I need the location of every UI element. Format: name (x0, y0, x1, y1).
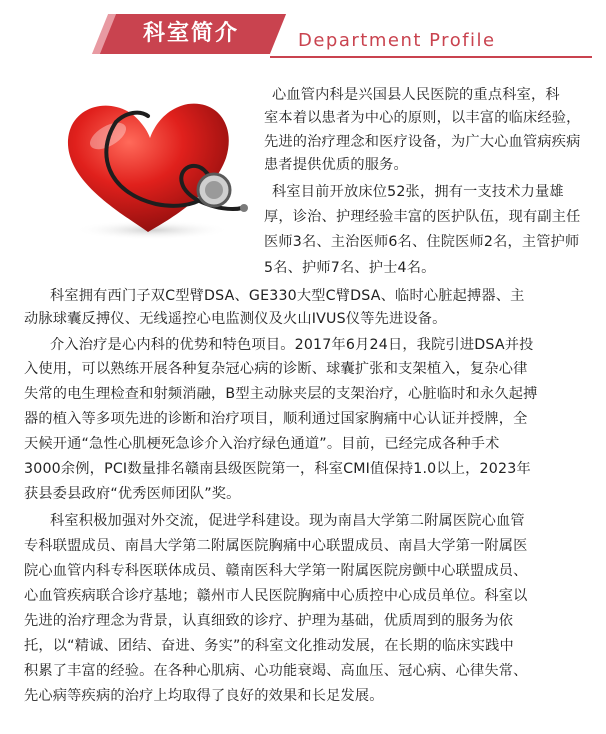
heart-stethoscope-icon (56, 92, 252, 242)
text-line: 心血管疾病联合诊疗基地；赣州市人民医院胸痛中心质控中心成员单位。科室以 (24, 588, 528, 604)
text-line: 托，以“精诚、团结、奋进、务实”的科室文化推动发展，在长期的临床实践中 (24, 638, 514, 654)
text-line: 厚，诊治、护理经验丰富的医护队伍，现有副主任 (264, 209, 581, 225)
text-line: 医师3名、主治医师6名、住院医师2名，主管护师 (264, 234, 580, 250)
text-line: 5名、护师7名、护士4名。 (264, 260, 436, 276)
text-line: 器的植入等多项先进的诊断和治疗项目，顺利通过国家胸痛中心认证并授牌，全 (24, 411, 528, 427)
text-line: 先进的治疗理念和医疗设备，为广大心血管病疾病 (264, 134, 581, 150)
text-line: 先心病等疾病的治疗上均取得了良好的效果和长足发展。 (24, 688, 384, 704)
text-line: 失常的电生理检查和射频消融，B型主动脉夹层的支架治疗，心脏临时和永久起搏 (24, 386, 538, 402)
text-line: 专科联盟成员、南昌大学第二附属医院胸痛中心联盟成员、南昌大学第一附属医 (24, 538, 528, 554)
text-line: 心血管内科是兴国县人民医院的重点科室，科 (272, 87, 560, 103)
page-header (0, 0, 606, 60)
text-line: 入使用，可以熟练开展各种复杂冠心病的诊断、球囊扩张和支架植入，复杂心律 (24, 361, 528, 377)
text-line: 科室拥有西门子双C型臂DSA、GE330大型C臂DSA、临时心脏起搏器、主 (50, 288, 525, 304)
section-subtitle: Department Profile (298, 30, 496, 51)
text-line: 介入治疗是心内科的优势和特色项目。2017年6月24日，我院引进DSA并投 (50, 337, 534, 353)
text-line: 积累了丰富的经验。在各种心肌病、心功能衰竭、高血压、冠心病、心律失常、 (24, 663, 528, 679)
text-line: 院心血管内科专科医联体成员、赣南医科大学第一附属医院房颤中心联盟成员、 (24, 563, 528, 579)
text-line: 科室目前开放床位52张，拥有一支技术力量雄 (272, 184, 564, 200)
text-line: 科室积极加强对外交流，促进学科建设。现为南昌大学第二附属医院心血管 (50, 513, 525, 529)
text-line: 先进的治疗理念为背景，认真细致的诊疗、护理为基础，优质周到的服务为依 (24, 613, 514, 629)
section-title: 科室简介 (143, 21, 240, 46)
text-line: 患者提供优质的服务。 (264, 157, 408, 173)
text-line: 室本着以患者为中心的原则，以丰富的临床经验， (264, 110, 581, 126)
header-underline (270, 56, 592, 58)
text-line: 3000余例，PCI数量排名赣南县级医院第一，科室CMI值保持1.0以上，2023年 (24, 461, 531, 477)
text-line: 天候开通“急性心肌梗死急诊介入治疗绿色通道”。目前，已经完成各种手术 (24, 436, 500, 452)
text-line: 动脉球囊反搏仪、无线遥控心电监测仪及火山IVUS仪等先进设备。 (24, 311, 447, 327)
text-line: 获县委县政府“优秀医师团队”奖。 (24, 486, 241, 502)
